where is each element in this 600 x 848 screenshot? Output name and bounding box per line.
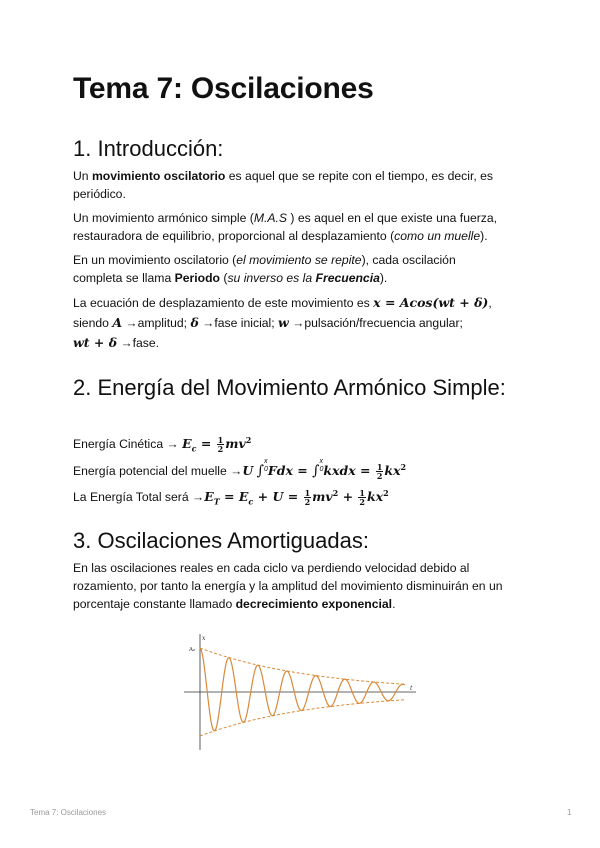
paragraph-movimiento-oscilatorio: Un movimiento oscilatorio es aquel que se repite con el tiempo, es decir, es periódico. bbox=[73, 169, 493, 201]
page-title: Tema 7: Oscilaciones bbox=[73, 72, 374, 105]
equation-displacement: x = Acos(wt + δ) bbox=[373, 295, 489, 310]
envelope-upper bbox=[200, 648, 405, 684]
footer-title: Tema 7: Oscilaciones bbox=[30, 808, 107, 817]
section-heading: 2. Energía del Movimiento Armónico Simple: bbox=[73, 375, 506, 400]
energy-potential-line: Energía potencial del muelle →U ∫x 0Fdx = ∫x 0kxdx = $\frac{1}{2}$ $kx^2$ bbox=[73, 458, 407, 482]
damped-oscillation-graph bbox=[180, 630, 420, 752]
energy-total-line: La Energía Total será $\to E_T = E_c + U$ = $\frac{1}{2}$ $mv^2$ + $\frac{1}{2}$ $kx^2$ bbox=[73, 488, 389, 508]
energy-kinetic-line: Energía Cinética → $E_c$ = $\frac{1}{2}$ $mv^2$ bbox=[73, 435, 252, 455]
paragraph-periodo: En un movimiento oscilatorio (el movimiento se repite), cada oscilación completa se llama Periodo (su inverso es la Frecuencia). bbox=[73, 253, 456, 285]
paragraph-amortiguadas: En las oscilaciones reales en cada ciclo va perdiendo velocidad debido al rozamiento, por tanto la energía y la amplitud del movimiento disminuirán en un porcentaje constante llamado decrecimiento exponencial. bbox=[73, 561, 503, 611]
page-number: 1 bbox=[567, 808, 572, 817]
y-axis-label: x bbox=[202, 635, 206, 642]
x-axis-label: t bbox=[410, 685, 413, 692]
section-heading: 1. Introducción: bbox=[73, 136, 224, 161]
paragraph-mas: Un movimiento armónico simple (M.A.S ) es aquel en el que existe una fuerza, restauradora de equilibrio, proporcional al desplazamiento (como un muelle). bbox=[73, 211, 498, 243]
section-introduccion bbox=[73, 136, 533, 162]
damped-wave-curve bbox=[200, 648, 405, 731]
amplitude-label: A₀ bbox=[189, 647, 196, 653]
paragraph-ecuacion: La ecuación de desplazamiento de este movimiento es x = Acos(wt + δ), siendo A →amplitud; δ →fase inicial; w →pulsación/frecuencia angular; wt + δ →fase. bbox=[73, 295, 492, 350]
section-heading: 3. Oscilaciones Amortiguadas: bbox=[73, 528, 369, 553]
envelope-lower bbox=[200, 700, 405, 736]
section-amortiguadas bbox=[73, 528, 533, 554]
section-energia bbox=[73, 375, 533, 401]
